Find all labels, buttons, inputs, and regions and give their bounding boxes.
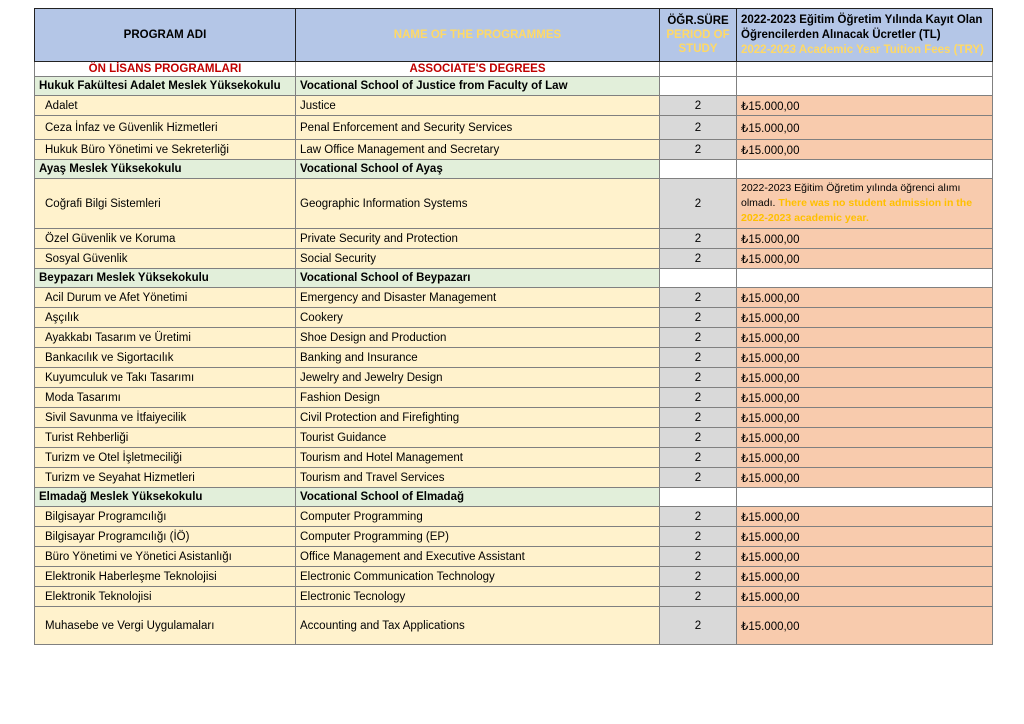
school-blank xyxy=(660,160,737,179)
program-row xyxy=(35,229,993,249)
header-row xyxy=(35,9,993,62)
school-blank xyxy=(737,269,993,288)
program-name-en: Electronic Tecnology xyxy=(296,587,660,607)
program-fee: ₺15.000,00 xyxy=(737,567,993,587)
program-name-en: Tourist Guidance xyxy=(296,428,660,448)
school-row xyxy=(35,77,993,96)
school-name-en: Vocational School of Elmadağ xyxy=(296,488,660,507)
program-row xyxy=(35,328,993,348)
program-name-tr: Hukuk Büro Yönetimi ve Sekreterliği xyxy=(35,140,296,160)
program-row xyxy=(35,527,993,547)
program-name-en: Justice xyxy=(296,96,660,116)
program-name-en: Computer Programming xyxy=(296,507,660,527)
program-row xyxy=(35,507,993,527)
program-fee: ₺15.000,00 xyxy=(737,428,993,448)
school-name-en: Vocational School of Justice from Faculty of Law xyxy=(296,77,660,96)
program-period: 2 xyxy=(660,507,737,527)
program-name-tr: Moda Tasarımı xyxy=(35,388,296,408)
program-name-tr: Elektronik Haberleşme Teknolojisi xyxy=(35,567,296,587)
tuition-fee-sheet xyxy=(34,8,993,645)
program-name-tr: Turist Rehberliği xyxy=(35,428,296,448)
program-period: 2 xyxy=(660,140,737,160)
note-en: There was no student admission in the 2022-2023 academic year. xyxy=(741,197,973,224)
program-name-tr: Bankacılık ve Sigortacılık xyxy=(35,348,296,368)
school-name-en: Vocational School of Ayaş xyxy=(296,160,660,179)
program-fee: ₺15.000,00 xyxy=(737,249,993,269)
program-fee-note xyxy=(737,179,993,229)
program-row xyxy=(35,288,993,308)
program-period: 2 xyxy=(660,587,737,607)
program-name-tr: Aşçılık xyxy=(35,308,296,328)
program-fee: ₺15.000,00 xyxy=(737,116,993,140)
header-fee xyxy=(737,9,993,62)
program-name-tr: Sivil Savunma ve İtfaiyecilik xyxy=(35,408,296,428)
program-period: 2 xyxy=(660,567,737,587)
program-row xyxy=(35,249,993,269)
program-name-en: Accounting and Tax Applications xyxy=(296,607,660,645)
program-name-en: Banking and Insurance xyxy=(296,348,660,368)
program-period: 2 xyxy=(660,607,737,645)
program-row xyxy=(35,468,993,488)
program-row xyxy=(35,116,993,140)
program-name-en: Cookery xyxy=(296,308,660,328)
degree-blank xyxy=(737,62,993,77)
school-blank xyxy=(737,160,993,179)
program-row xyxy=(35,607,993,645)
program-period: 2 xyxy=(660,527,737,547)
program-period: 2 xyxy=(660,328,737,348)
program-fee: ₺15.000,00 xyxy=(737,348,993,368)
program-period: 2 xyxy=(660,547,737,567)
program-name-en: Emergency and Disaster Management xyxy=(296,288,660,308)
program-period: 2 xyxy=(660,179,737,229)
program-fee: ₺15.000,00 xyxy=(737,468,993,488)
program-row xyxy=(35,547,993,567)
program-period: 2 xyxy=(660,249,737,269)
program-period: 2 xyxy=(660,308,737,328)
program-name-tr: Turizm ve Seyahat Hizmetleri xyxy=(35,468,296,488)
program-row xyxy=(35,408,993,428)
program-name-en: Tourism and Travel Services xyxy=(296,468,660,488)
program-fee: ₺15.000,00 xyxy=(737,308,993,328)
program-name-tr: Kuyumculuk ve Takı Tasarımı xyxy=(35,368,296,388)
school-row xyxy=(35,269,993,288)
program-name-en: Tourism and Hotel Management xyxy=(296,448,660,468)
program-name-en: Shoe Design and Production xyxy=(296,328,660,348)
program-fee: ₺15.000,00 xyxy=(737,527,993,547)
program-row xyxy=(35,587,993,607)
program-name-tr: Özel Güvenlik ve Koruma xyxy=(35,229,296,249)
program-fee: ₺15.000,00 xyxy=(737,288,993,308)
program-fee: ₺15.000,00 xyxy=(737,408,993,428)
program-name-tr: Muhasebe ve Vergi Uygulamaları xyxy=(35,607,296,645)
program-name-tr: Büro Yönetimi ve Yönetici Asistanlığı xyxy=(35,547,296,567)
program-period: 2 xyxy=(660,428,737,448)
school-name-tr: Ayaş Meslek Yüksekokulu xyxy=(35,160,296,179)
program-row xyxy=(35,448,993,468)
program-fee: ₺15.000,00 xyxy=(737,328,993,348)
program-fee: ₺15.000,00 xyxy=(737,140,993,160)
program-name-tr: Acil Durum ve Afet Yönetimi xyxy=(35,288,296,308)
program-name-en: Penal Enforcement and Security Services xyxy=(296,116,660,140)
note-tr: 2022-2023 Eğitim Öğretim yılında öğrenci alımı olmadı. xyxy=(741,182,961,209)
school-blank xyxy=(660,77,737,96)
school-blank xyxy=(660,269,737,288)
school-blank xyxy=(737,488,993,507)
tuition-fee-table xyxy=(34,8,993,645)
header-fee-en: 2022-2023 Academic Year Tuition Fees (TRY) xyxy=(741,43,984,56)
program-name-tr: Coğrafi Bilgi Sistemleri xyxy=(35,179,296,229)
program-name-en: Jewelry and Jewelry Design xyxy=(296,368,660,388)
program-row xyxy=(35,96,993,116)
program-name-tr: Bilgisayar Programcılığı xyxy=(35,507,296,527)
program-fee: ₺15.000,00 xyxy=(737,368,993,388)
school-row xyxy=(35,160,993,179)
program-fee: ₺15.000,00 xyxy=(737,229,993,249)
program-fee: ₺15.000,00 xyxy=(737,448,993,468)
program-name-en: Civil Protection and Firefighting xyxy=(296,408,660,428)
header-period xyxy=(660,9,737,62)
program-period: 2 xyxy=(660,348,737,368)
program-name-en: Office Management and Executive Assistant xyxy=(296,547,660,567)
program-fee: ₺15.000,00 xyxy=(737,607,993,645)
program-row xyxy=(35,428,993,448)
program-fee: ₺15.000,00 xyxy=(737,587,993,607)
program-row xyxy=(35,368,993,388)
program-name-tr: Adalet xyxy=(35,96,296,116)
program-period: 2 xyxy=(660,448,737,468)
program-row xyxy=(35,179,993,229)
program-row xyxy=(35,567,993,587)
header-fee-tr: 2022-2023 Eğitim Öğretim Yılında Kayıt Olan Öğrencilerden Alınacak Ücretler (TL) xyxy=(741,13,983,41)
school-name-tr: Elmadağ Meslek Yüksekokulu xyxy=(35,488,296,507)
program-name-en: Law Office Management and Secretary xyxy=(296,140,660,160)
program-name-tr: Sosyal Güvenlik xyxy=(35,249,296,269)
program-name-en: Geographic Information Systems xyxy=(296,179,660,229)
header-program-adi: PROGRAM ADI xyxy=(35,9,296,62)
school-name-tr: Beypazarı Meslek Yüksekokulu xyxy=(35,269,296,288)
program-period: 2 xyxy=(660,388,737,408)
program-period: 2 xyxy=(660,96,737,116)
school-row xyxy=(35,488,993,507)
program-fee: ₺15.000,00 xyxy=(737,96,993,116)
program-name-en: Social Security xyxy=(296,249,660,269)
school-name-tr: Hukuk Fakültesi Adalet Meslek Yüksekokulu xyxy=(35,77,296,96)
school-blank xyxy=(737,77,993,96)
degree-tr: ÖN LİSANS PROGRAMLARI xyxy=(35,62,296,77)
program-name-tr: Ayakkabı Tasarım ve Üretimi xyxy=(35,328,296,348)
degree-en: ASSOCIATE'S DEGREES xyxy=(296,62,660,77)
program-name-en: Private Security and Protection xyxy=(296,229,660,249)
program-name-tr: Ceza İnfaz ve Güvenlik Hizmetleri xyxy=(35,116,296,140)
header-period-tr: ÖĞR.SÜRE xyxy=(667,15,729,27)
program-fee: ₺15.000,00 xyxy=(737,547,993,567)
program-period: 2 xyxy=(660,229,737,249)
program-row xyxy=(35,348,993,368)
program-name-en: Computer Programming (EP) xyxy=(296,527,660,547)
degree-row xyxy=(35,62,993,77)
table-body xyxy=(35,9,993,645)
program-name-tr: Bilgisayar Programcılığı (İÖ) xyxy=(35,527,296,547)
program-name-tr: Turizm ve Otel İşletmeciliği xyxy=(35,448,296,468)
header-period-en: PERIOD OF STUDY xyxy=(666,29,730,55)
program-period: 2 xyxy=(660,408,737,428)
program-name-tr: Elektronik Teknolojisi xyxy=(35,587,296,607)
program-period: 2 xyxy=(660,116,737,140)
header-name-of-programmes: NAME OF THE PROGRAMMES xyxy=(296,9,660,62)
program-row xyxy=(35,140,993,160)
degree-blank xyxy=(660,62,737,77)
school-blank xyxy=(660,488,737,507)
program-row xyxy=(35,388,993,408)
school-name-en: Vocational School of Beypazarı xyxy=(296,269,660,288)
program-period: 2 xyxy=(660,468,737,488)
program-name-en: Fashion Design xyxy=(296,388,660,408)
program-fee: ₺15.000,00 xyxy=(737,507,993,527)
program-name-en: Electronic Communication Technology xyxy=(296,567,660,587)
program-row xyxy=(35,308,993,328)
program-period: 2 xyxy=(660,368,737,388)
program-fee: ₺15.000,00 xyxy=(737,388,993,408)
program-period: 2 xyxy=(660,288,737,308)
